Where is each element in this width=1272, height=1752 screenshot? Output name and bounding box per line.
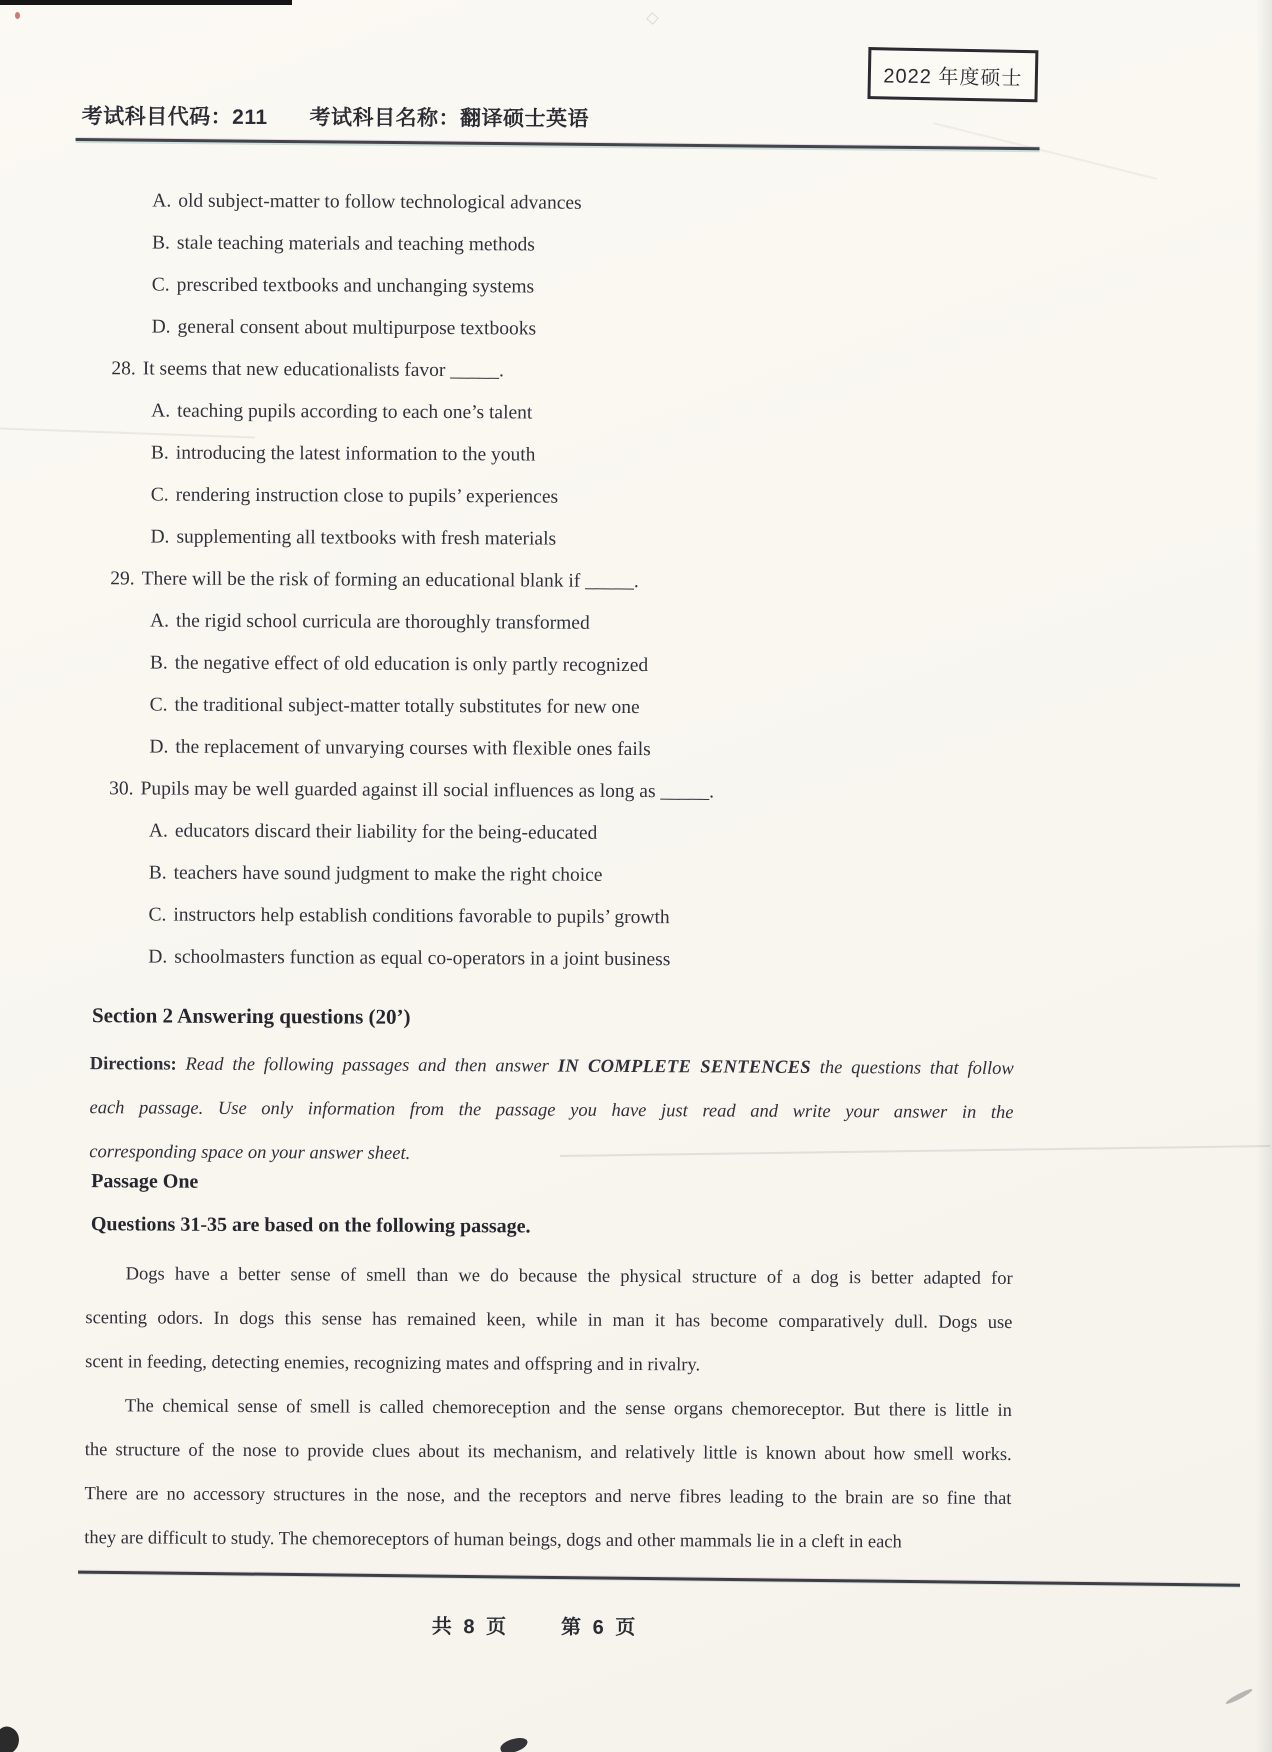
question-line [95, 936, 1055, 983]
question-line [96, 810, 1056, 857]
question-line [98, 390, 1058, 437]
question-line [99, 264, 1059, 311]
question-line [98, 348, 1058, 395]
passage-line: they are difficult to study. The chemoreceptors of human beings, dogs and other mammals lie in a cleft in each [84, 1528, 902, 1553]
section2-heading: Section 2 Answering questions (20’) [91, 1003, 411, 1029]
question-line-text: supplementing all textbooks with fresh materials [176, 526, 557, 550]
passage-line: There are no accessory structures in the nose, and the receptors and nerve fibres leading to the brain are so fine that [84, 1484, 1012, 1510]
question-line [97, 558, 1057, 605]
footer-pages [432, 1610, 639, 1640]
directions-label: Directions: [89, 1054, 177, 1075]
passage-line: Dogs have a better sense of smell than we do because the physical structure of a dog is better adapted for [125, 1264, 1013, 1290]
question-line-label: C. [150, 484, 169, 506]
question-line-label: D. [149, 736, 169, 758]
directions-line [90, 1042, 1014, 1091]
question-line-text: schoolmasters function as equal co-operators in a joint business [174, 946, 671, 971]
questions-range-note: Questions 31-35 are based on the following passage. [90, 1213, 531, 1238]
passage-text [84, 1252, 1013, 1565]
footer-rule [78, 1571, 1240, 1587]
question-line-label: A. [152, 190, 172, 212]
directions-paragraph [89, 1042, 1014, 1179]
question-line [98, 432, 1058, 479]
subject-header [82, 100, 590, 133]
question-line-text: stale teaching materials and teaching methods [176, 232, 535, 256]
question-line-text: rendering instruction close to pupils’ experiences [175, 484, 559, 508]
question-line-label: A. [151, 400, 171, 422]
question-line-text: prescribed textbooks and unchanging systems [176, 274, 535, 298]
question-line-text: There will be the risk of forming an educational blank if _____. [141, 568, 639, 593]
question-line-text: teachers have sound judgment to make the right choice [173, 862, 603, 886]
directions-line: corresponding space on your answer sheet. [89, 1142, 411, 1164]
question-line-text: introducing the latest information to the youth [175, 442, 536, 466]
question-line [98, 306, 1058, 353]
question-line-text: teaching pupils according to each one’s talent [177, 400, 533, 424]
question-line-text: the replacement of unvarying courses with flexible ones fails [175, 736, 651, 761]
question-line-label: D. [148, 946, 168, 968]
question-line-label: A. [148, 820, 168, 842]
footer-current-page: 第 6 页 [560, 1616, 639, 1640]
passage-line: scenting odors. In dogs this sense has remained keen, while in man it has become comparatively dull. Dogs use [85, 1308, 1013, 1334]
question-line-text: Pupils may be well guarded against ill social influences as long as _____. [140, 778, 715, 803]
question-line-label: D. [150, 526, 170, 548]
passage-one-heading: Passage One [91, 1170, 199, 1193]
question-line-text: the traditional subject-matter totally substitutes for new one [174, 694, 640, 719]
question-line [97, 642, 1057, 689]
question-line [97, 684, 1057, 731]
question-line-label: C. [149, 694, 168, 716]
directions-text: the questions that follow [810, 1057, 1014, 1080]
passage-line: The chemical sense of smell is called chemoreception and the sense organs chemoreceptor. But there is little in [124, 1396, 1012, 1422]
question-line [99, 180, 1059, 227]
question-line-label: A. [150, 610, 170, 632]
multiple-choice-section [95, 180, 1059, 983]
question-line-label: C. [151, 274, 170, 296]
question-line-label: B. [149, 652, 168, 674]
question-line-label: 29. [110, 568, 135, 590]
subject-name-label: 考试科目名称：翻译硕士英语 [309, 106, 590, 131]
directions-emphasis: IN COMPLETE SENTENCES [557, 1056, 811, 1078]
question-line-text: old subject-matter to follow technological advances [178, 190, 582, 214]
question-line [98, 474, 1058, 521]
question-line-label: B. [151, 232, 170, 254]
subject-code-label: 考试科目代码：211 [81, 105, 268, 130]
question-line-text: It seems that new educationalists favor _____. [142, 358, 505, 382]
question-line-text: educators discard their liability for the being-educated [174, 820, 598, 844]
question-line-label: 28. [111, 358, 136, 380]
exam-year-badge [867, 47, 1038, 102]
question-line [97, 516, 1057, 563]
passage-line: the structure of the nose to provide clues about its mechanism, and relatively little is known about how smell works. [84, 1440, 1012, 1466]
question-line-text: the negative effect of old education is only partly recognized [174, 652, 649, 677]
passage-line: scent in feeding, detecting enemies, recognizing mates and offspring and in rivalry. [85, 1352, 701, 1376]
exam-year-badge-text: 2022 年度硕士 [883, 64, 1023, 90]
question-line-label: B. [150, 442, 169, 464]
footer-total-pages: 共 8 页 [431, 1615, 510, 1639]
question-line [96, 726, 1056, 773]
question-line [97, 600, 1057, 647]
question-line-text: instructors help establish conditions favorable to pupils’ growth [173, 904, 670, 929]
question-line [96, 852, 1056, 899]
question-line-text: general consent about multipurpose textbooks [177, 316, 537, 340]
passage-paragraph-2 [84, 1384, 1012, 1565]
directions-line: each passage. Use only information from the passage you have just read and write your answer in the [89, 1098, 1014, 1124]
question-line-label: C. [148, 904, 167, 926]
question-line-label: 30. [109, 778, 134, 800]
passage-paragraph-1 [85, 1252, 1013, 1389]
question-line [95, 894, 1055, 941]
directions-text: Read the following passages and then answer [176, 1054, 558, 1077]
question-line-label: D. [151, 316, 171, 338]
header-rule [76, 138, 1040, 150]
question-line-label: B. [148, 862, 167, 884]
question-line [96, 768, 1056, 815]
question-line [99, 222, 1059, 269]
question-line-text: the rigid school curricula are thoroughly transformed [175, 610, 590, 634]
